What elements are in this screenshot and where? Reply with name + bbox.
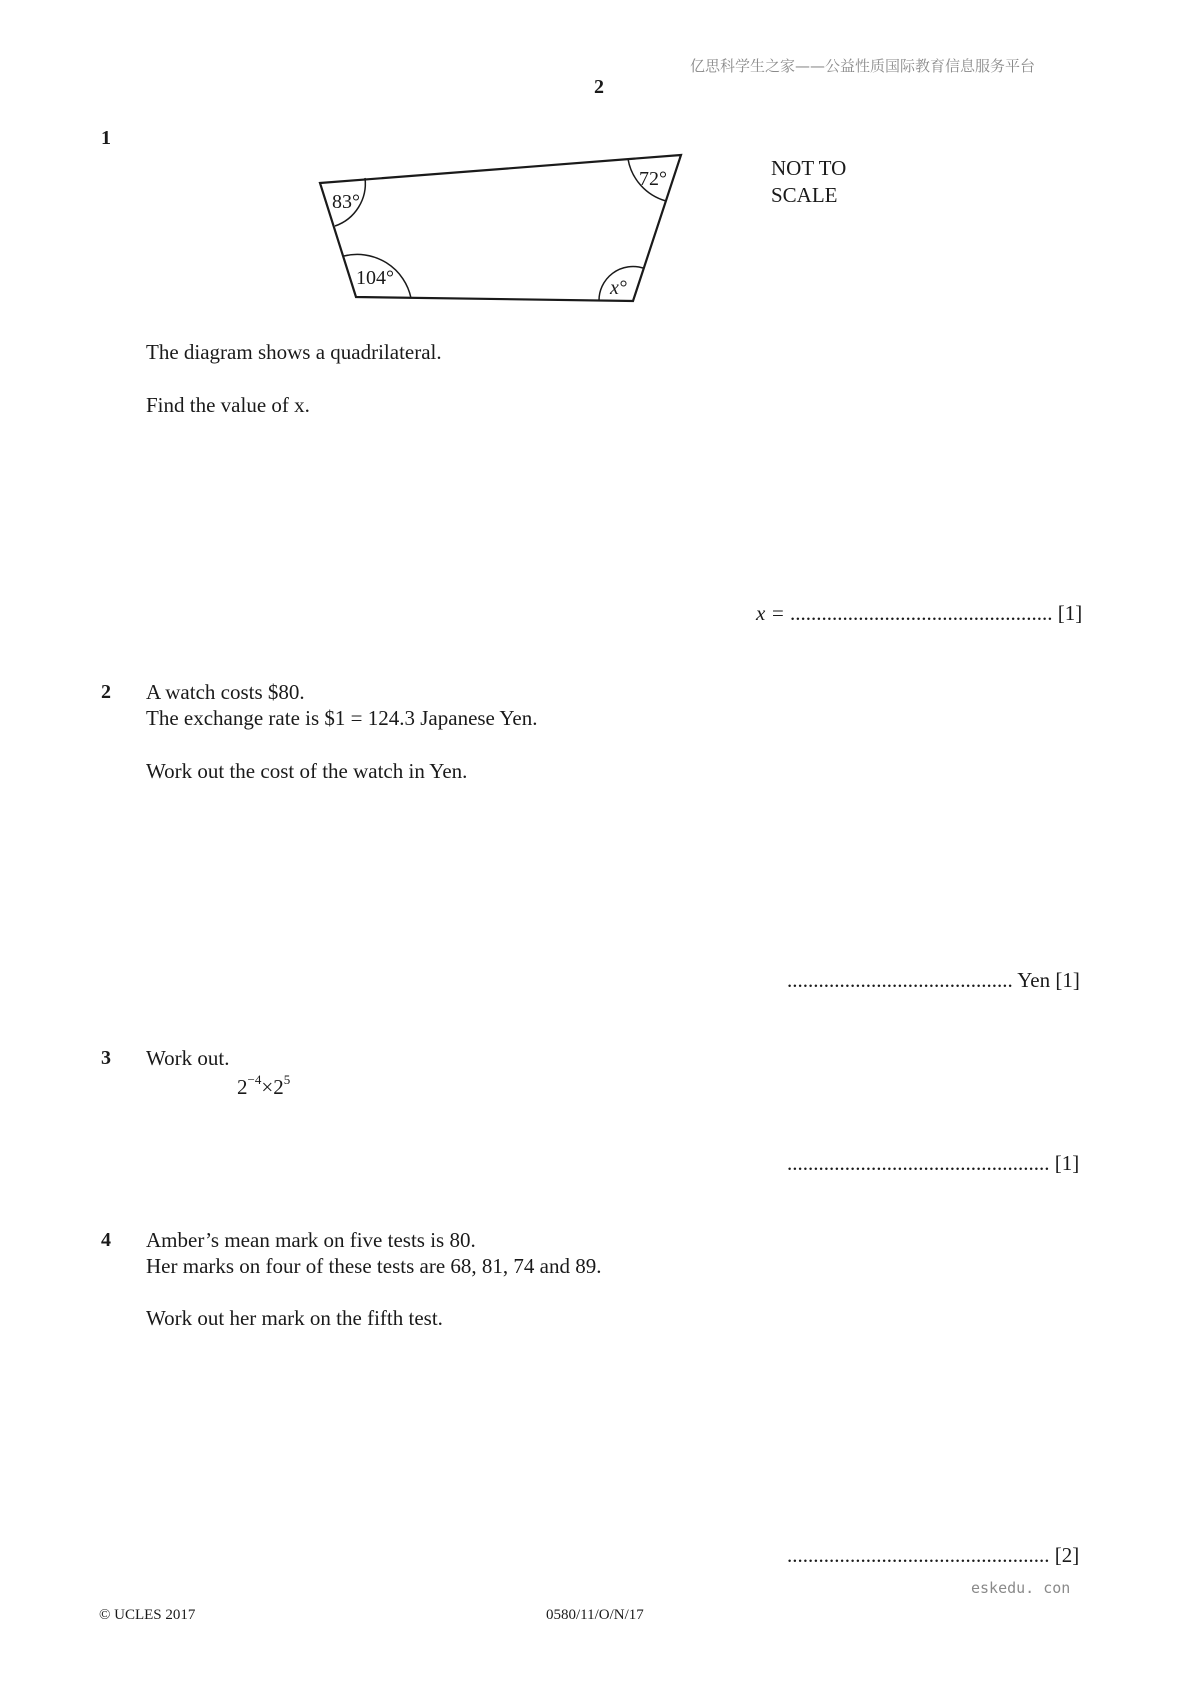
footer-copyright: © UCLES 2017: [99, 1607, 196, 1623]
marks: [1]: [1055, 968, 1080, 992]
expression-base-1: 2: [237, 1075, 248, 1099]
question-1-line-2: Find the value of x.: [146, 393, 310, 417]
footer-paper-code: 0580/11/O/N/17: [546, 1607, 644, 1623]
angle-label-72: 72°: [639, 168, 667, 190]
answer-space[interactable]: ..................................................: [790, 601, 1053, 625]
answer-line-4: [787, 1543, 1079, 1568]
question-4-line-1: Amber’s mean mark on five tests is 80.: [146, 1228, 476, 1252]
expression-exponent-2: 5: [283, 1072, 291, 1087]
question-3-line-1: Work out.: [146, 1046, 230, 1070]
question-4-line-3: Work out her mark on the fifth test.: [146, 1306, 443, 1330]
not-to-scale-line1: NOT TO: [771, 156, 847, 180]
footer-watermark: eskedu. con: [971, 1579, 1071, 1597]
page-number: 2: [594, 76, 604, 98]
quadrilateral-diagram: [300, 145, 700, 305]
answer-label: x =: [756, 601, 785, 625]
expression-base-2: 2: [273, 1075, 284, 1099]
answer-space[interactable]: ..................................................: [787, 1151, 1050, 1175]
question-2-line-2: The exchange rate is $1 = 124.3 Japanese Yen.: [146, 706, 538, 730]
angle-label-104: 104°: [356, 267, 394, 289]
expression-exponent-1: −4: [247, 1072, 262, 1087]
marks: [2]: [1054, 1543, 1080, 1567]
expression-times: ×: [261, 1075, 274, 1099]
expression: [237, 1074, 290, 1100]
question-number: 1: [101, 127, 111, 149]
marks: [1]: [1054, 1151, 1080, 1175]
not-to-scale-line2: SCALE: [771, 183, 838, 207]
marks: [1]: [1057, 601, 1083, 625]
angle-label-83: 83°: [332, 191, 360, 213]
angle-label-x: x°: [610, 277, 627, 299]
answer-space[interactable]: ...........................................: [787, 968, 1013, 992]
question-number: 4: [101, 1229, 111, 1251]
question-2-line-1: A watch costs $80.: [146, 680, 305, 704]
question-number: 2: [101, 681, 111, 703]
question-2-line-3: Work out the cost of the watch in Yen.: [146, 759, 468, 783]
question-number: 3: [101, 1047, 111, 1069]
answer-line-2: [787, 968, 1080, 993]
answer-unit: Yen: [1017, 968, 1051, 992]
question-1-line-1: The diagram shows a quadrilateral.: [146, 340, 442, 364]
answer-line-1: [756, 601, 1082, 626]
header-watermark: 亿思科学生之家——公益性质国际教育信息服务平台: [690, 57, 1036, 75]
question-4-line-2: Her marks on four of these tests are 68, 81, 74 and 89.: [146, 1254, 602, 1278]
answer-line-3: [787, 1151, 1079, 1176]
answer-space[interactable]: ..................................................: [787, 1543, 1050, 1567]
